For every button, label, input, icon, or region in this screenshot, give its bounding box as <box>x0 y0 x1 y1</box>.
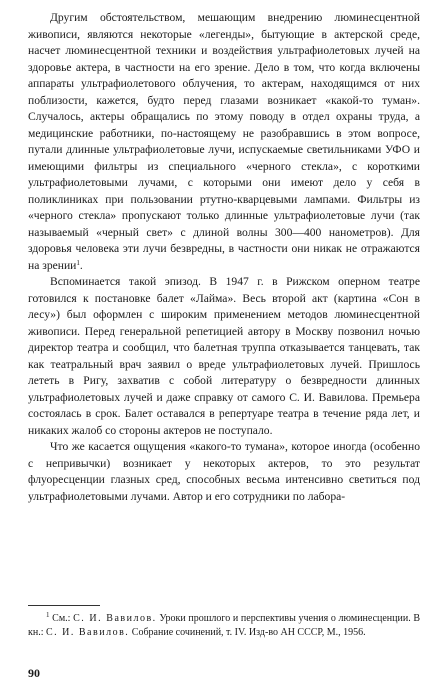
footnote-divider <box>28 605 100 606</box>
footnote <box>28 612 420 639</box>
footnote-reference: 1 <box>76 258 80 267</box>
footnote-mark: 1 <box>46 611 50 619</box>
document-body <box>28 10 420 505</box>
footnote-author-2: С. И. Вавилов. <box>46 626 130 638</box>
footnote-lead: См.: <box>52 613 71 624</box>
footnote-text-2: Собрание сочинений, т. IV. Изд-во АН СССР, М., 1956. <box>131 626 366 638</box>
paragraph-1-end: . <box>79 258 83 272</box>
paragraph-1 <box>28 10 420 274</box>
paragraph-2: Вспоминается такой эпизод. В 1947 г. в Рижском оперном театре готовился к постановке балет «Лайма». Весь второй акт (картина «Сон в лесу») был оформлен с широким применением методов люминесцентной живописи. Перед генеральной репетицией автору в Москву позвонил ночью директор театра и сообщил, что балетная труппа отказывается танцевать, так как театральный врач заявил о вреде ультрафиолетовых лучей. Пришлось лететь в Ригу, захватив с собой литературу о безвредности длинных ультрафиолетовых лучей и даже справку от самого С. И. Вавилова. Премьера состоялась в срок. Балет оставался в репертуаре театра в течение ряда лет, и никаких жалоб со стороны актеров не поступало. <box>28 275 420 437</box>
paragraph-1-text: Другим обстоятельством, мешающим внедрению люминесцентной живописи, являются некоторые «легенды», бытующие в актерской среде, насчет люминесцентной техники и воздействия ультрафиолетовых лучей на здоровье актера, в частности на его зрение. Дело в том, что когда включены аппараты ультрафиолетового облучения, то актерам, находящимся от них поблизости, кажется, будто перед глазами возникает «какой-то туман». Случалось, актеры обращались по этому поводу в отдел охраны труда, а медицинские работники, по-настоящему не разобравшись в этом вопросе, путали длинные ультрафиолетовые лучи, испускаемые светильниками УФО и имеющими фильтры из специального «черного стекла», с короткими ультрафиолетовыми лучами, с которыми они имеют дело у себя в поликлиниках при пользовании ртутно-кварцевыми лампами. Фильтры из «черного стекла» пропускают только длинные ультрафиолетовые лучи (так называемый «черный свет» с длиной волны 300—400 нанометров). Для здоровья человека эти лучи безвредны, в частности они никак не отражаются на зрении <box>28 11 420 272</box>
footnote-text-1: Уроки прошлого и перспективы учения о люминесценции. В кн.: <box>28 613 421 638</box>
footnote-author-1: С. И. Вавилов. <box>73 613 157 624</box>
paragraph-3: Что же касается ощущения «какого-то тумана», которое иногда (особенно с непривычки) возникает у некоторых актеров, то это результат флуоресценции глазных сред, способных весьма интенсивно светиться под ультрафиолетовыми лучами. Автор и его сотрудники по лабора- <box>28 440 420 503</box>
page-number: 90 <box>28 666 40 680</box>
